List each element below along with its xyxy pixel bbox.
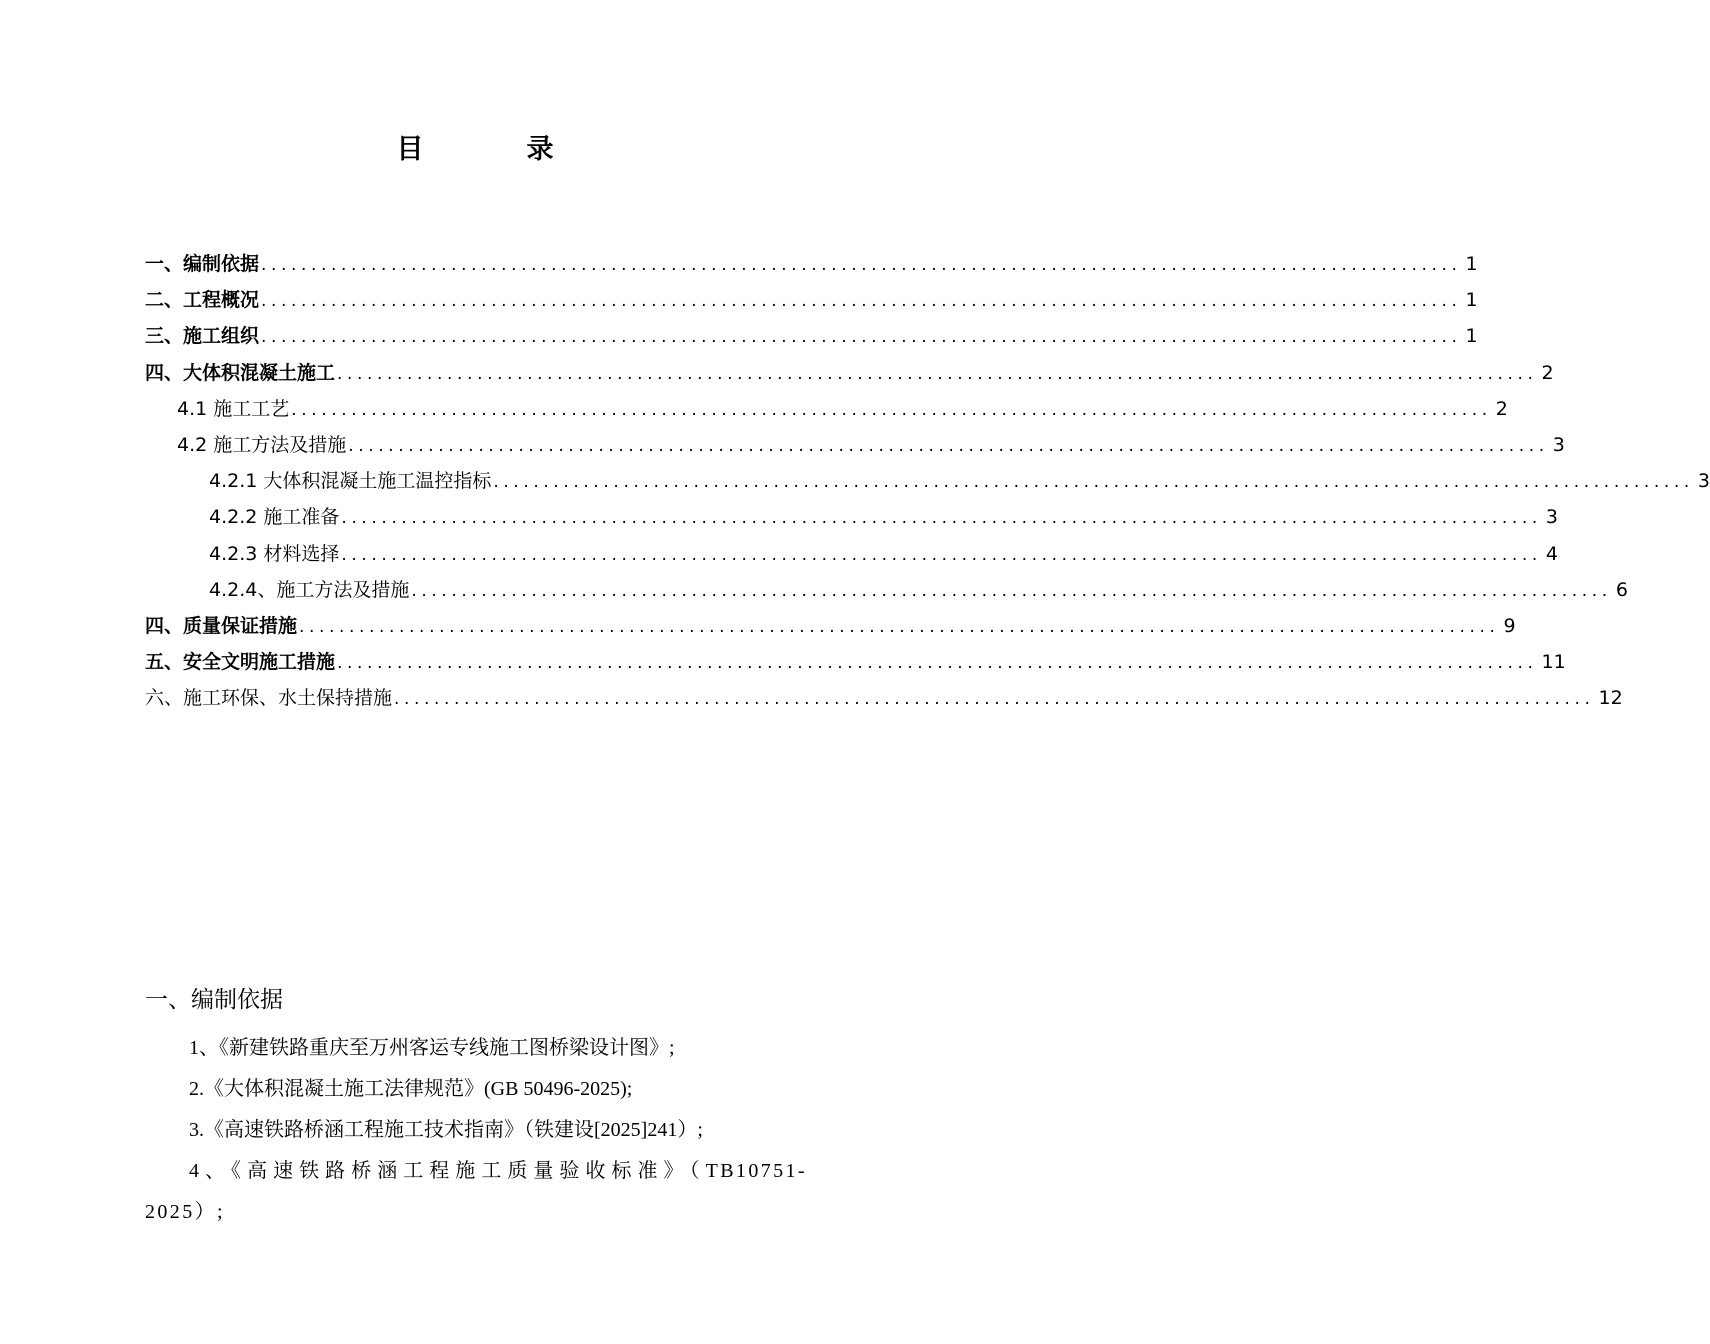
toc-entry[interactable] (145, 499, 1558, 535)
toc-dot-leader: ........................................................................................................................ (493, 472, 1694, 493)
toc-entry-label: 五、安全文明施工措施 (145, 651, 336, 674)
toc-entry-page: 1 (1465, 325, 1478, 348)
toc-entry-label: 一、编制依据 (145, 253, 260, 275)
toc-entry-page: 6 (1615, 578, 1628, 601)
toc-entry-label: 4.2.2 施工准备 (209, 506, 340, 529)
section-body (145, 1028, 807, 1233)
reference-item-1: 1、《新建铁路重庆至万州客运专线施工图桥梁设计图》; (189, 1037, 675, 1059)
reference-item-4: 4、《高速铁路桥涵工程施工质量验收标准》（TB10751-2025）; (145, 1160, 807, 1223)
toc-dot-leader: ........................................................................................................................ (299, 616, 1500, 637)
toc-dot-leader: ........................................................................................................................ (261, 255, 1462, 275)
toc-entry-page: 1 (1465, 253, 1478, 275)
toc-entry-label: 四、大体积混凝土施工 (145, 361, 336, 384)
toc-entry-label: 四、质量保证措施 (145, 614, 298, 637)
toc-entry-label: 4.2.1 大体积混凝土施工温控指标 (209, 470, 492, 493)
toc-entry-label: 三、施工组织 (145, 325, 260, 348)
toc-entry[interactable] (145, 463, 1710, 499)
toc-dot-leader: ........................................................................................................................ (348, 435, 1549, 456)
toc-entry[interactable] (145, 572, 1628, 608)
toc-dot-leader: ........................................................................................................................ (291, 399, 1492, 420)
toc-entry-page: 1 (1465, 289, 1478, 312)
toc-entry-label: 4.2.3 材料选择 (209, 542, 340, 565)
toc-dot-leader: ........................................................................................................................ (337, 653, 1538, 674)
toc-entry-label: 4.2.4、施工方法及措施 (209, 578, 410, 601)
toc-entry-page: 11 (1541, 651, 1566, 674)
toc-entry-page: 12 (1598, 687, 1623, 710)
toc-entry-page: 4 (1545, 542, 1558, 565)
toc-entry-page: 2 (1541, 361, 1554, 384)
table-of-contents (145, 246, 1710, 716)
toc-dot-leader: ........................................................................................................................ (394, 689, 1595, 710)
reference-item-2: 2.《大体积混凝土施工法律规范》(GB 50496-2025); (189, 1078, 633, 1100)
page-title: 目 录 (396, 134, 592, 165)
toc-entry[interactable] (145, 246, 1478, 282)
toc-entry-page: 3 (1545, 506, 1558, 529)
toc-entry-label: 4.1 施工工艺 (177, 397, 290, 420)
toc-entry[interactable] (145, 680, 1623, 716)
toc-entry[interactable] (145, 427, 1565, 463)
toc-entry[interactable] (145, 536, 1558, 572)
toc-entry-label: 4.2 施工方法及措施 (177, 433, 347, 456)
toc-entry[interactable] (145, 282, 1478, 318)
toc-dot-leader: ........................................................................................................................ (341, 508, 1542, 529)
toc-entry[interactable] (145, 355, 1554, 391)
toc-entry-label: 六、施工环保、水土保持措施 (145, 687, 393, 710)
toc-entry[interactable] (145, 608, 1516, 644)
toc-dot-leader: ........................................................................................................................ (411, 580, 1612, 601)
toc-entry[interactable] (145, 318, 1478, 354)
toc-dot-leader: ........................................................................................................................ (261, 291, 1462, 312)
section-heading: 一、编制依据 (145, 987, 283, 1013)
toc-dot-leader: ........................................................................................................................ (261, 327, 1462, 348)
reference-item-3: 3.《高速铁路桥涵工程施工技术指南》（铁建设[2025]241）; (189, 1119, 703, 1141)
toc-dot-leader: ........................................................................................................................ (341, 544, 1542, 565)
toc-dot-leader: ........................................................................................................................ (337, 363, 1538, 384)
toc-entry-page: 2 (1495, 397, 1508, 420)
toc-entry-page: 3 (1552, 433, 1565, 456)
toc-entry-label: 二、工程概况 (145, 289, 260, 312)
toc-entry[interactable] (145, 391, 1508, 427)
toc-entry[interactable] (145, 644, 1566, 680)
toc-entry-page: 3 (1697, 470, 1710, 493)
toc-entry-page: 9 (1503, 614, 1516, 637)
